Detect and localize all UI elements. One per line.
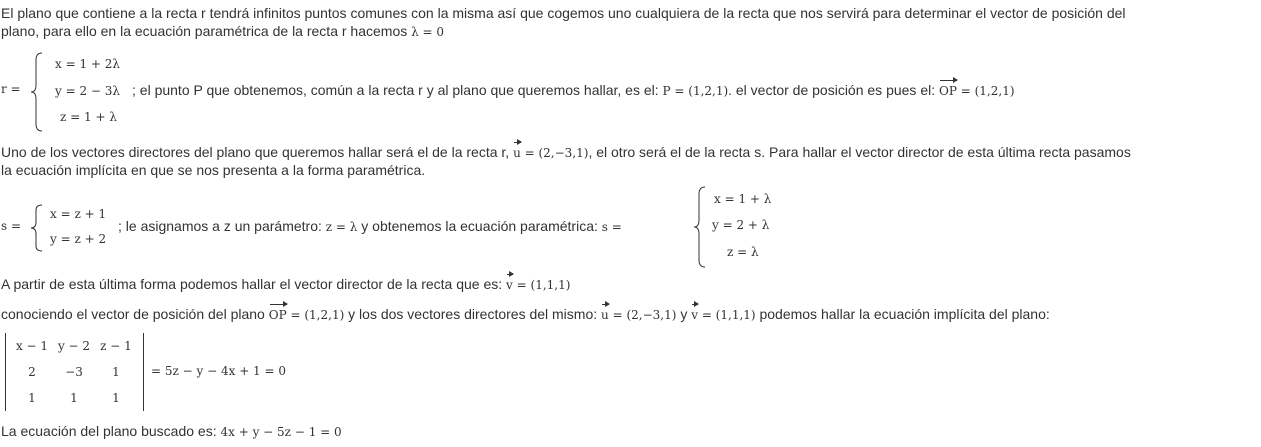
determinant: [3, 333, 145, 411]
conociendo-line: [1, 306, 1050, 324]
op-vector-value: = (1,2,1): [290, 308, 345, 322]
recta-s-label-2: s =: [601, 220, 622, 234]
op-vector-label: OP: [268, 308, 287, 322]
determinant-result: = 5z − y − 4x + 1 = 0: [151, 364, 287, 378]
conociendo-text-2: y los dos vectores directores del mismo:: [348, 306, 598, 322]
recta-s-text: [118, 218, 622, 236]
intro-line-1: El plano que contiene a la recta r tendrá infinitos puntos comunes con la misma así que cogemos uno cualquiera de la recta que nos servirá para determinar el vector de posición del: [1, 5, 1126, 21]
recta-r-text-1: ; el punto P que obtenemos, común a la recta r y al plano que queremos hallar, es el:: [132, 82, 659, 98]
v-vector-label: v: [506, 278, 513, 292]
recta-s-text-2: y obtenemos la ecuación paramétrica:: [361, 218, 598, 234]
det-cell: 1: [112, 391, 120, 405]
conociendo-text-3: podemos hallar la ecuación implícita del plano:: [759, 306, 1050, 322]
recta-r-text: [132, 82, 1015, 100]
recta-s-text-1: ; le asignamos a z un parámetro:: [118, 218, 322, 234]
recta-r-label: r =: [1, 82, 21, 96]
recta-s-param-z: z = λ: [727, 245, 759, 259]
intro-line-2: [1, 23, 444, 41]
lambda-zero: λ = 0: [411, 25, 445, 39]
v-vector-label: v: [691, 308, 698, 322]
z-lambda: z = λ: [325, 220, 358, 234]
directores-line-2: la ecuación implícita en que se nos presenta a la forma paramétrica.: [1, 162, 426, 178]
recta-s-param-y: y = 2 + λ: [712, 218, 770, 232]
recta-r-eq-x: x = 1 + 2λ: [55, 57, 121, 71]
left-brace-icon: [693, 186, 707, 268]
determinant-left-bar: [5, 333, 6, 411]
det-cell: 1: [112, 365, 120, 379]
left-brace-icon: [30, 52, 44, 132]
intro-line-2-text: plano, para ello en la ecuación paramétrica de la recta r hacemos: [1, 23, 408, 39]
directores-line-1: [1, 144, 1131, 162]
recta-s-param-x: x = 1 + λ: [714, 192, 772, 206]
determinant-right-bar: [143, 333, 144, 411]
det-cell: y − 2: [57, 339, 91, 353]
det-cell: x − 1: [15, 339, 49, 353]
op-vector-value: = (1,2,1): [960, 84, 1015, 98]
director-s-text: A partir de esta última forma podemos hallar el vector director de la recta que es:: [1, 276, 503, 292]
det-cell: 1: [70, 391, 78, 405]
final-text: La ecuación del plano buscado es:: [1, 423, 217, 439]
u-vector-value: = (2,−3,1): [612, 308, 677, 322]
director-s-line: [1, 276, 570, 294]
conociendo-text-1: conociendo el vector de posición del plano: [1, 306, 265, 322]
v-vector-value: = (1,1,1): [516, 278, 571, 292]
directores-text-a: Uno de los vectores directores del plano que queremos hallar será el de la recta r,: [1, 144, 510, 160]
conociendo-y: y: [680, 306, 688, 322]
directores-text-b: , el otro será el de la recta s. Para hallar el vector director de esta última recta pasamos: [588, 144, 1131, 160]
v-vector-value: = (1,1,1): [701, 308, 756, 322]
recta-r-eq-z: z = 1 + λ: [60, 110, 117, 124]
recta-r-text-2: el vector de posición es pues el:: [735, 82, 936, 98]
det-cell: z − 1: [100, 339, 132, 353]
final-line: [1, 423, 342, 441]
det-cell: −3: [65, 365, 83, 379]
det-cell: 1: [28, 391, 36, 405]
final-equation: 4x + y − 5z − 1 = 0: [220, 425, 342, 439]
recta-s-eq-2: y = z + 2: [50, 232, 107, 246]
recta-s-label: s =: [1, 219, 22, 233]
recta-r-eq-y: y = 2 − 3λ: [55, 84, 121, 98]
op-vector-label: OP: [939, 84, 957, 98]
recta-s-eq-1: x = z + 1: [50, 207, 107, 221]
u-vector-label: u: [513, 146, 521, 160]
point-p: P = (1,2,1).: [662, 84, 732, 98]
left-brace-icon: [30, 204, 44, 252]
u-vector-label: u: [601, 308, 609, 322]
det-cell: 2: [28, 365, 36, 379]
u-vector-value: = (2,−3,1): [524, 146, 589, 160]
